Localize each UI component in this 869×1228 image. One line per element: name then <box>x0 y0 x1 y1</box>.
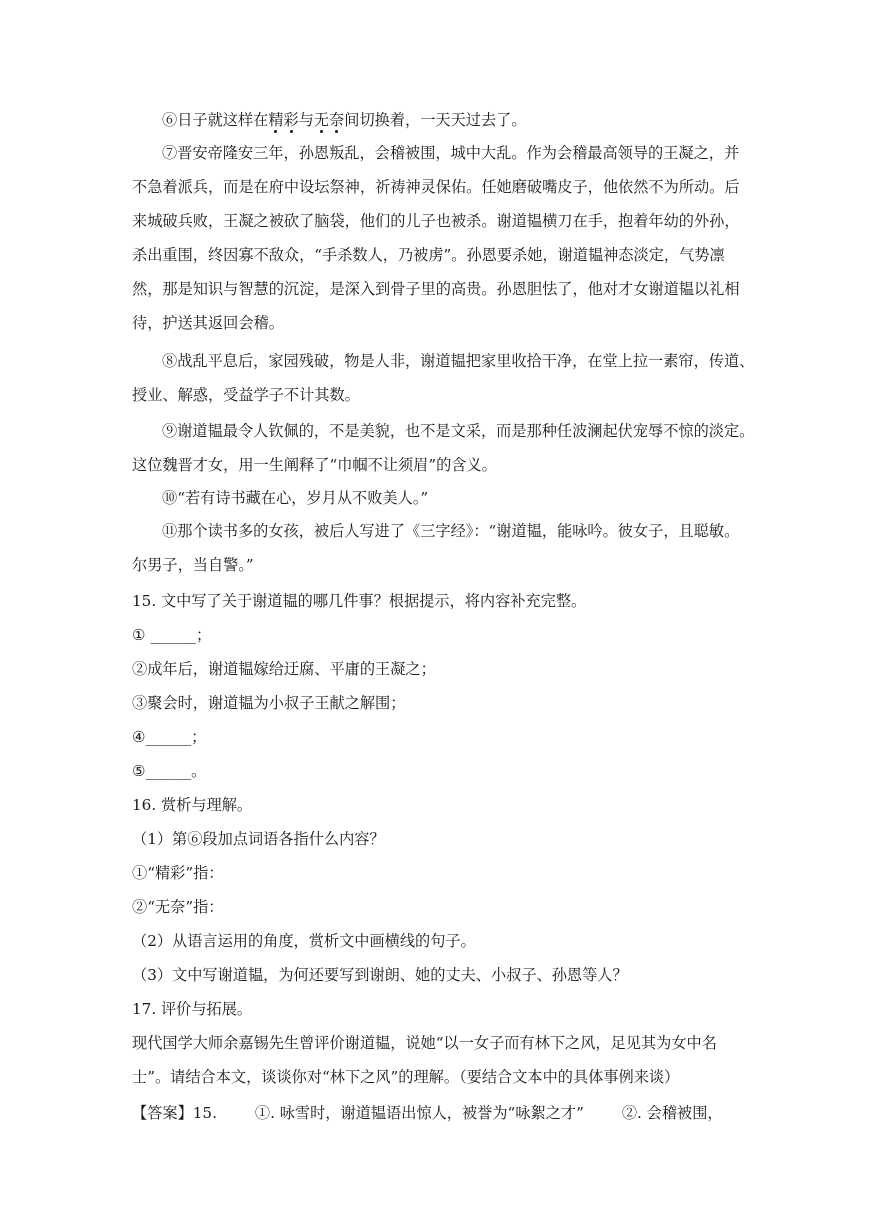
emphasized-char: 彩 <box>283 111 299 129</box>
paragraph-7-line: 来城破兵败，王凝之被砍了脑袋，他们的儿子也被杀。谢道韫横刀在手，抱着年幼的外孙， <box>132 212 740 230</box>
question-16-sub-1: （1）第⑥段加点词语各指什么内容？ <box>132 830 385 848</box>
question-16-sub-3: （3）文中写谢道韫，为何还要写到谢朗、她的丈夫、小叔子、孙恩等人？ <box>132 966 628 984</box>
paragraph-7-line: 待，护送其返回会稽。 <box>132 314 284 332</box>
paragraph-8-line: ⑧战乱平息后，家园残破，物是人非，谢道韫把家里收拾干净，在堂上拉一素帘，传道、 <box>162 352 755 370</box>
emphasized-char: 精 <box>268 111 284 129</box>
paragraph-text: 日子就这样在 <box>177 111 269 129</box>
answer-line <box>132 1103 742 1123</box>
question-15-item: ④______； <box>132 728 207 746</box>
question-15-stem: 15. 文中写了关于谢道韫的哪几件事？根据提示，将内容补充完整。 <box>132 592 587 610</box>
paragraph-marker: ⑥ <box>162 111 178 129</box>
emphasized-char: 无 <box>313 111 330 129</box>
question-15-item: ⑤______。 <box>132 762 207 780</box>
paragraph-11-line: ⑪那个读书多的女孩，被后人写进了《三字经》：“谢道韫，能咏吟。彼女子，且聪敏。 <box>162 522 740 540</box>
question-15-item: ① ______； <box>132 626 212 644</box>
question-16-sub-1b: ②“无奈”指： <box>132 898 224 916</box>
paragraph-9-line: ⑨谢道韫最令人钦佩的，不是美貌，也不是文采，而是那种任波澜起伏宠辱不惊的淡定。 <box>162 422 755 440</box>
paragraph-text: 与 <box>298 111 314 129</box>
paragraph-7-line: ⑦晋安帝隆安三年，孙恩叛乱，会稽被围，城中大乱。作为会稽最高领导的王凝之，并 <box>162 144 740 162</box>
paragraph-6 <box>162 110 742 130</box>
question-16-sub-1a: ①“精彩”指： <box>132 864 224 882</box>
emphasized-char: 奈 <box>329 111 345 129</box>
question-17-stem: 17. 评价与拓展。 <box>132 1000 253 1018</box>
paragraph-7-line: 然，那是知识与智慧的沉淀，是深入到骨子里的高贵。孙恩胆怯了，他对才女谢道韫以礼相 <box>132 280 740 298</box>
paragraph-10: ⑩“若有诗书藏在心，岁月从不败美人。” <box>162 489 429 507</box>
paragraph-7-line: 不急着派兵，而是在府中设坛祭神，祈祷神灵保佑。任她磨破嘴皮子，他依然不为所动。后 <box>132 178 740 196</box>
question-15-item: ③聚会时，谢道韫为小叔子王献之解围； <box>132 694 406 712</box>
question-16-stem: 16. 赏析与理解。 <box>132 796 253 814</box>
paragraph-9-line: 这位魏晋才女，用一生阐释了“巾帼不让须眉”的含义。 <box>132 456 497 474</box>
answer-item-1: ①. 咏雪时，谢道韫语出惊人，被誉为“咏絮之才” <box>254 1104 584 1122</box>
paragraph-8-line: 授业、解惑，受益学子不计其数。 <box>132 386 360 404</box>
question-16-sub-2: （2）从语言运用的角度，赏析文中画横线的句子。 <box>132 932 476 950</box>
paragraph-11-line: 尔男子，当自警。” <box>132 556 254 574</box>
question-17-body-line: 士”。请结合本文，谈谈你对“林下之风”的理解。（要结合文本中的具体事例来谈） <box>132 1068 680 1086</box>
paragraph-7-line: 杀出重围，终因寡不敌众，“手杀数人，乃被虏”。孙恩要杀她，谢道韫神态淡定，气势凛 <box>132 246 725 264</box>
paragraph-text: 间切换着，一天天过去了。 <box>344 111 527 129</box>
question-17-body-line: 现代国学大师余嘉锡先生曾评价谢道韫，说她“以一女子而有林下之风，足见其为女中名 <box>132 1034 717 1052</box>
answer-item-2: ②. 会稽被围， <box>621 1104 723 1122</box>
answer-tag: 【答案】15. <box>132 1104 217 1122</box>
question-15-item: ②成年后，谢道韫嫁给迂腐、平庸的王凝之； <box>132 660 436 678</box>
